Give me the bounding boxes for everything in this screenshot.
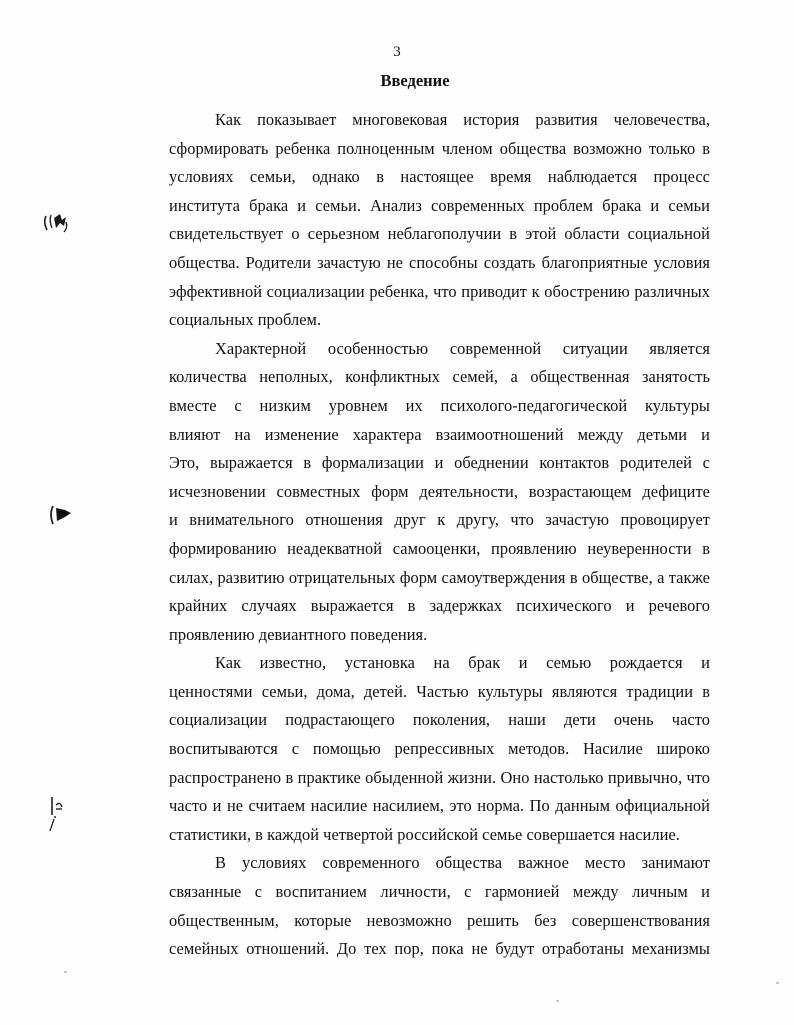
- text-line: Характерной особенностью современной ситуации является: [215, 338, 710, 358]
- paragraph-1: [123, 106, 710, 335]
- text-line: общества. Родители зачастую не способны создать благоприятные условия: [169, 252, 710, 272]
- text-line: и внимательного отношения друг к другу, что зачастую провоцирует: [169, 510, 710, 530]
- text-line: Как показывает многовековая история развития человечества,: [215, 110, 710, 129]
- text-line: проявлению девиантного поведения.: [169, 624, 428, 644]
- scan-speck: [64, 971, 67, 973]
- text-line: часто и не считаем насилие насилием, это норма. По данным официальной: [169, 796, 710, 816]
- text-line: распространено в практике обыденной жизни. Оно настолько привычно, что: [169, 767, 710, 787]
- text-line: социальных проблем.: [169, 310, 322, 330]
- text-line: института брака и семьи. Анализ современных проблем брака и семьи: [169, 195, 710, 215]
- text-line: семейных отношений. До тех пор, пока не будут отработаны механизмы: [169, 939, 710, 959]
- margin-mark-1-icon: [40, 208, 80, 238]
- text-line: условиях семьи, однако в настоящее время наблюдается процесс: [169, 167, 710, 187]
- text-line: Это, выражается в формализации и обеднении контактов родителей с: [169, 453, 710, 473]
- text-line: сформировать ребенка полноценным членом общества возможно только в: [169, 138, 710, 158]
- section-heading: Введение: [380, 71, 450, 90]
- paragraph-2: [123, 335, 710, 650]
- text-line: силах, развитию отрицательных форм самоутверждения в обществе, а также: [169, 567, 710, 587]
- text-line: исчезновении совместных форм деятельности, возрастающем дефиците: [169, 481, 710, 501]
- text-line: формированию неадекватной самооценки, проявлению неуверенности в: [169, 538, 710, 558]
- text-line: общественным, которые невозможно решить без совершенствования: [169, 910, 710, 930]
- paragraph-3: [123, 649, 710, 849]
- text-line: крайних случаях выражается в задержках психического и речевого: [169, 596, 710, 616]
- paragraph-4: [123, 849, 710, 963]
- text-line: ценностями семьи, дома, детей. Частью культуры являются традиции в: [169, 681, 710, 701]
- text-line: воспитываются с помощью репрессивных методов. Насилие широко: [169, 739, 710, 759]
- body-text: [123, 106, 710, 964]
- text-line: В условиях современного общества важное место занимают: [215, 853, 710, 873]
- text-line: социализации подрастающего поколения, наши дети очень часто: [169, 710, 710, 730]
- text-line: Как известно, установка на брак и семью рождается и: [215, 653, 710, 673]
- text-line: статистики, в каждой четвертой российской семье совершается насилие.: [169, 824, 680, 844]
- margin-mark-2-icon: [47, 500, 87, 530]
- scan-speck: [776, 982, 779, 984]
- page-number: 3: [393, 44, 401, 60]
- text-line: количества неполных, конфликтных семей, а общественная занятость: [169, 367, 710, 387]
- text-line: связанные с воспитанием личности, с гармонией между личным и: [169, 882, 710, 902]
- scan-speck: [556, 1000, 559, 1002]
- text-line: эффективной социализации ребенка, что приводит к обострению различных: [169, 281, 710, 301]
- margin-mark-3-icon: [44, 795, 84, 825]
- text-line: свидетельствует о серьезном неблагополучии в этой области социальной: [169, 224, 710, 244]
- text-line: влияют на изменение характера взаимоотношений между детьми и: [169, 424, 710, 444]
- text-line: вместе с низким уровнем их психолого-педагогической культуры: [169, 395, 710, 415]
